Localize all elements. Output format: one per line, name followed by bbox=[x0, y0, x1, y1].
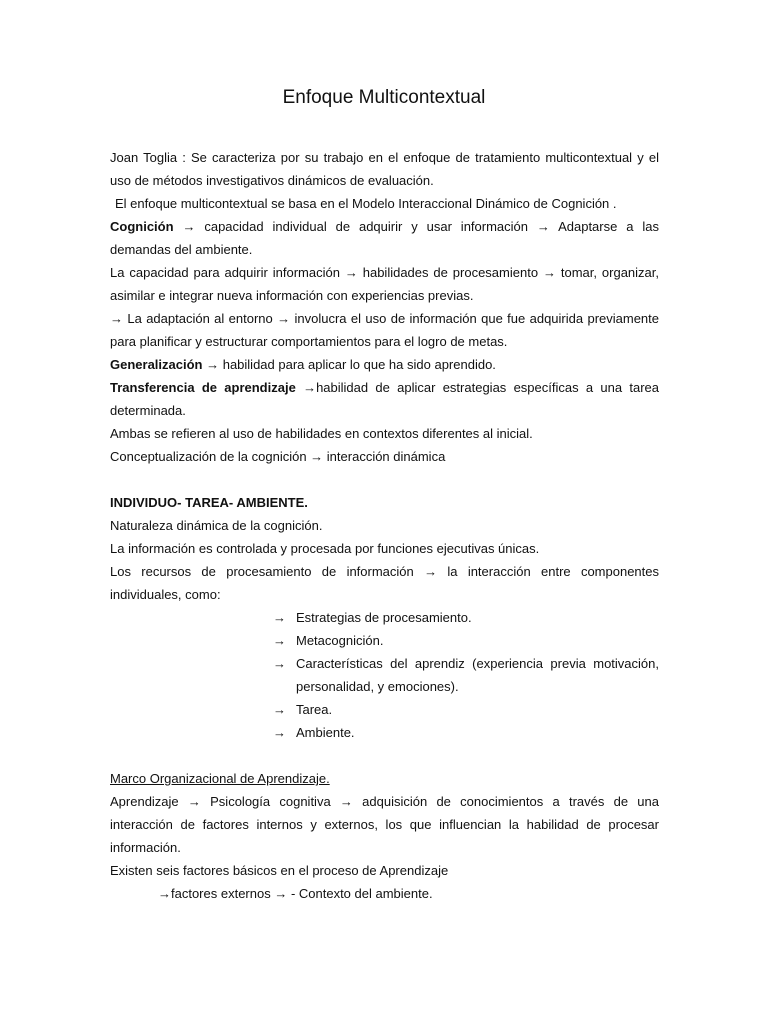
paragraph-factores: →factores externos → - Contexto del ambiente. bbox=[158, 886, 433, 901]
paragraph-naturaleza: Naturaleza dinámica de la cognición. bbox=[110, 518, 323, 533]
document-body bbox=[110, 146, 659, 905]
paragraph-ambas: Ambas se refieren al uso de habilidades en contextos diferentes al inicial. bbox=[110, 426, 533, 441]
paragraph-generalizacion bbox=[110, 353, 659, 376]
heading-individuo: INDIVIDUO- TAREA- AMBIENTE. bbox=[110, 495, 308, 510]
list-item-text: Estrategias de procesamiento. bbox=[296, 610, 472, 625]
definition-transferencia: →habilidad de aplicar estrategias específicas a una tarea determinada. bbox=[110, 380, 659, 418]
paragraph-capacidad: La capacidad para adquirir información → habilidades de procesamiento → tomar, organizar, asimilar e integrar nueva información con experiencias previas. bbox=[110, 265, 659, 303]
paragraph-informacion: La información es controlada y procesada por funciones ejecutivas únicas. bbox=[110, 541, 540, 556]
bullet-list bbox=[110, 606, 659, 744]
paragraph-transferencia bbox=[110, 376, 659, 422]
arrow-bullet-icon: → bbox=[273, 702, 286, 717]
paragraph-recursos: Los recursos de procesamiento de información → la interacción entre componentes individuales, como: bbox=[110, 564, 659, 602]
list-item-text: Tarea. bbox=[296, 702, 333, 717]
list-item-text: Metacognición. bbox=[296, 633, 384, 648]
paragraph-adaptacion: → La adaptación al entorno → involucra el uso de información que fue adquirida previamente para planificar y estructurar comportamientos para el logro de metas. bbox=[110, 311, 659, 349]
paragraph-toglia: Joan Toglia : Se caracteriza por su trabajo en el enfoque de tratamiento multicontextual y el uso de métodos investigativos dinámicos de evaluación. bbox=[110, 150, 659, 188]
blank-line bbox=[110, 468, 659, 491]
paragraph-modelo: El enfoque multicontextual se basa en el Modelo Interaccional Dinámico de Cognición . bbox=[115, 196, 617, 211]
arrow-bullet-icon: → bbox=[273, 656, 286, 671]
list-item-text: Ambiente. bbox=[296, 725, 355, 740]
heading-marco: Marco Organizacional de Aprendizaje. bbox=[110, 771, 330, 786]
definition-generalizacion: → habilidad para aplicar lo que ha sido aprendido. bbox=[202, 357, 496, 372]
blank-line bbox=[110, 744, 659, 767]
paragraph-aprendizaje: Aprendizaje → Psicología cognitiva → adquisición de conocimientos a través de una interacción de factores internos y externos, los que influencian la habilidad de procesar información. bbox=[110, 794, 659, 855]
paragraph-existen: Existen seis factores básicos en el proceso de Aprendizaje bbox=[110, 863, 449, 878]
term-transferencia: Transferencia de aprendizaje bbox=[110, 380, 296, 395]
term-generalizacion: Generalización bbox=[110, 357, 203, 372]
list-item-text: Características del aprendiz (experiencia previa motivación, personalidad, y emociones). bbox=[296, 656, 659, 694]
list-item bbox=[110, 629, 659, 652]
term-cognicion: Cognición bbox=[110, 219, 174, 234]
list-item bbox=[110, 698, 659, 721]
arrow-bullet-icon: → bbox=[273, 633, 286, 648]
paragraph-cognicion bbox=[110, 215, 659, 261]
paragraph-conceptualizacion: Conceptualización de la cognición → interacción dinámica bbox=[110, 449, 446, 464]
definition-cognicion: → capacidad individual de adquirir y usar información → Adaptarse a las demandas del ambiente. bbox=[110, 219, 659, 257]
document-title: Enfoque Multicontextual bbox=[282, 87, 486, 108]
list-item bbox=[110, 721, 659, 744]
list-item bbox=[110, 652, 659, 698]
list-item bbox=[110, 606, 659, 629]
arrow-bullet-icon: → bbox=[273, 725, 286, 740]
arrow-bullet-icon: → bbox=[273, 610, 286, 625]
